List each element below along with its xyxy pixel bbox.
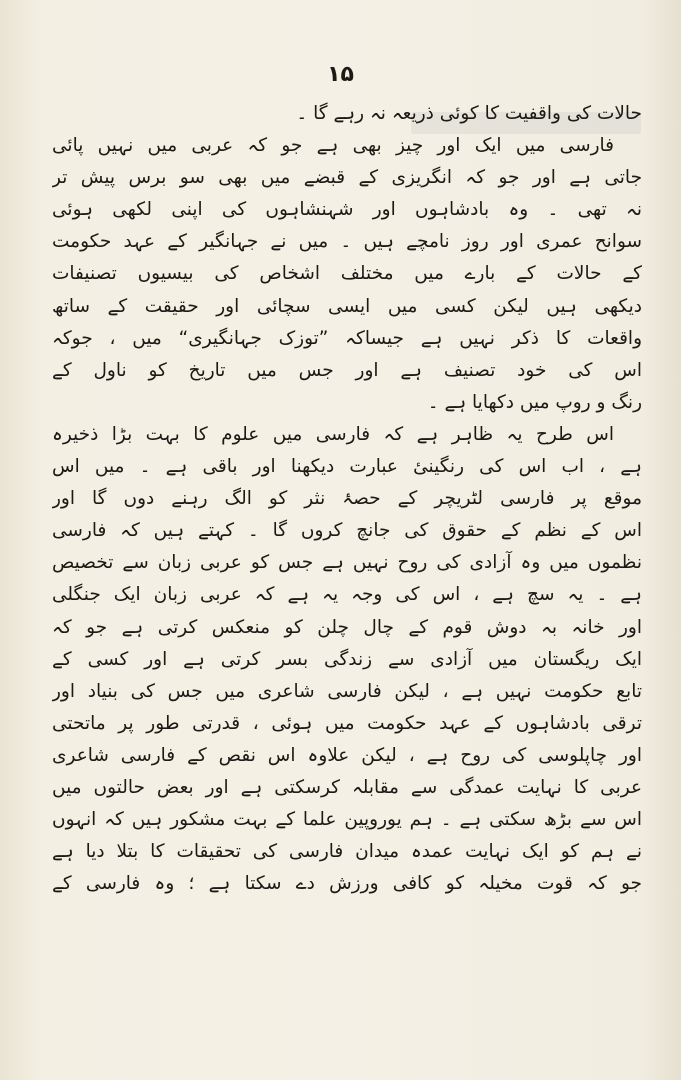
text-line: فارسی میں ایک اور چیز بھی ہے جو کہ عربی میں نہیں پائی xyxy=(52,135,614,157)
text-line: اس کی خود تصنیف ہے اور جس میں تاریخ کو ناول کے xyxy=(52,359,642,381)
text-line: نظموں میں وہ آزادی کی روح نہیں ہے جس کو عربی زبان سے تخصیص xyxy=(52,552,642,574)
text-line: نہ تھی ۔ وہ بادشاہوں اور شہنشاہوں کی اپنی لکھی ہوئی xyxy=(52,199,642,221)
text-line: اس طرح یہ ظاہر ہے کہ فارسی میں علوم کا بہت بڑا ذخیرہ xyxy=(52,423,614,445)
text-line: جو کہ قوت مخیلہ کو کافی ورزش دے سکتا ہے ؛ وہ فارسی کے xyxy=(52,873,642,895)
text-line: ترقی بادشاہوں کے عہد حکومت میں ہوئی ، قدرتی طور پر ماتحتی xyxy=(52,712,642,734)
text-line: موقع پر فارسی لٹریچر کے حصۂ نثر کو الگ رہنے دوں گا اور xyxy=(52,488,642,510)
text-line: واقعات کا ذکر نہیں ہے جیساکہ ”توزک جہانگیری“ میں ، جوکہ xyxy=(52,327,642,349)
text-line: ایک ریگستان میں آزادی سے زندگی بسر کرتی ہے اور کسی کے xyxy=(52,648,642,670)
text-line: عربی کا نہایت عمدگی سے مقابلہ کرسکتی ہے اور بعض حالتوں میں xyxy=(52,776,642,798)
text-line: کے حالات کے بارے میں مختلف اشخاص کی بیسیوں تصنیفات xyxy=(52,263,642,285)
text-line: اور چاپلوسی کی روح ہے ، لیکن علاوہ اس نقص کے فارسی شاعری xyxy=(52,744,642,766)
text-line: نے ہم کو ایک نہایت عمدہ میدان فارسی کی تحقیقات کا بتلا دیا ہے xyxy=(52,841,642,863)
text-line: جاتی ہے اور جو کہ انگریزی کے قبضے میں بھی سو برس پیش تر xyxy=(52,167,642,189)
text-line: رنگ و روپ میں دکھایا ہے ۔ xyxy=(427,391,642,413)
text-line: اس سے بڑھ سکتی ہے ۔ ہم یوروپین علما کے بہت مشکور ہیں کہ انہوں xyxy=(52,809,642,831)
text-line: اس کے نظم کے حقوق کی جانچ کروں گا ۔ کہتے ہیں کہ فارسی xyxy=(52,520,642,542)
text-line: حالات کی واقفیت کا کوئی ذریعہ نہ رہے گا ۔ xyxy=(296,103,642,124)
text-line: دیکھی ہیں لیکن کسی میں ایسی سچائی اور حقیقت کے ساتھ xyxy=(52,295,642,317)
body-text xyxy=(52,98,642,900)
text-line: سوانح عمری اور روز نامچے ہیں ۔ میں نے جہانگیر کے عہد حکومت xyxy=(52,231,642,253)
text-line: تابع حکومت نہیں ہے ، لیکن فارسی شاعری میں جس کی بنیاد اور xyxy=(52,680,642,702)
text-line: اور خانہ بہ دوش قوم کے چال چلن کو منعکس کرتی ہے جو کہ xyxy=(52,616,642,638)
text-line: ہے ۔ یہ سچ ہے ، اس کی وجہ یہ ہے کہ عربی زبان ایک جنگلی xyxy=(52,584,642,606)
page-number: ۱۵ xyxy=(327,62,354,87)
text-line: ہے ، اب اس کی رنگینیٔ عبارت دیکھنا اور باقی ہے ۔ میں اس xyxy=(52,456,642,478)
